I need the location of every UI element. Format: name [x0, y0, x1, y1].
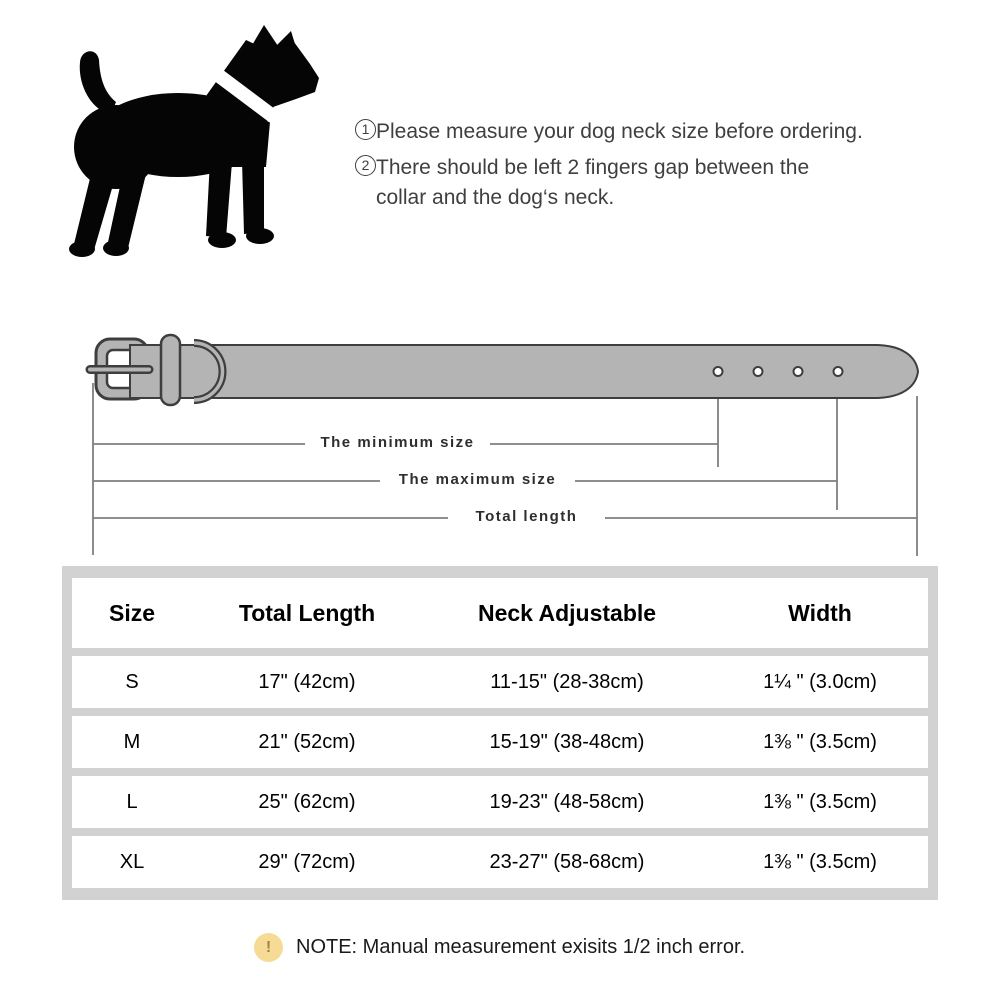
dog-front-leg-back — [206, 160, 232, 238]
collar-measurement-diagram — [60, 330, 940, 575]
header-size: Size — [108, 599, 156, 626]
strap-hole-3 — [794, 367, 803, 376]
header-width: Width — [788, 599, 852, 626]
instruction-text-1: Please measure your dog neck size before ordering. — [376, 120, 863, 143]
table-row-xl — [72, 836, 928, 888]
dog-rear-paw-back — [69, 241, 95, 257]
header-neck-adjustable: Neck Adjustable — [477, 599, 657, 626]
size-cell: S — [125, 670, 139, 693]
instruction-text-2 — [376, 153, 809, 213]
total-length-cell: 17" (42cm) — [258, 670, 356, 693]
dog-body-shapes — [69, 25, 319, 257]
total-length-cell: 25" (62cm) — [258, 790, 356, 813]
dog-front-paw-front — [246, 228, 274, 244]
table-header-row — [72, 578, 928, 648]
total-length-label: Total length — [448, 508, 605, 525]
dog-silhouette-illustration — [68, 22, 330, 267]
strap-hole-1 — [714, 367, 723, 376]
neck-adjustable-cell: 23-27" (58-68cm) — [489, 850, 645, 873]
minimum-size-label: The minimum size — [305, 434, 490, 451]
keeper-loop — [161, 335, 180, 405]
dog-rear-paw-front — [103, 240, 129, 256]
table-row-l — [72, 776, 928, 828]
measure-line-maximum — [93, 398, 837, 510]
exclamation-icon: ! — [254, 933, 283, 962]
strap-hole-2 — [754, 367, 763, 376]
measurement-lines — [93, 383, 917, 556]
measure-line-minimum — [93, 398, 718, 467]
width-cell: 1¼ " (3.0cm) — [763, 670, 877, 693]
width-cell: 1⅜ " (3.5cm) — [763, 850, 877, 873]
width-cell: 1⅜ " (3.5cm) — [763, 730, 877, 753]
maximum-size-label: The maximum size — [380, 471, 575, 488]
instruction-text-2-line1: There should be left 2 fingers gap between the — [376, 156, 810, 179]
measurement-note — [254, 933, 745, 962]
total-length-cell: 21" (52cm) — [258, 730, 356, 753]
dog-front-paw-back — [208, 232, 236, 248]
instruction-text-2-line2: collar and the dog‘s neck. — [376, 186, 615, 209]
neck-adjustable-cell: 15-19" (38-48cm) — [489, 730, 645, 753]
width-cell: 1⅜ " (3.5cm) — [763, 790, 877, 813]
size-cell: M — [123, 730, 141, 753]
strap-hole-4 — [834, 367, 843, 376]
instruction-item-1 — [355, 117, 863, 147]
circled-number-2-icon: 2 — [355, 155, 376, 176]
size-table — [62, 566, 938, 900]
table-row-m — [72, 716, 928, 768]
size-cell: XL — [119, 850, 145, 873]
total-length-cell: 29" (72cm) — [258, 850, 356, 873]
note-text: NOTE: Manual measurement exisits 1/2 inch error. — [296, 936, 746, 958]
table-row-s — [72, 656, 928, 708]
dog-ear-left — [248, 25, 280, 52]
circled-number-1-icon: 1 — [355, 119, 376, 140]
size-cell: L — [126, 790, 138, 813]
header-total-length: Total Length — [238, 599, 376, 626]
neck-adjustable-cell: 11-15" (28-38cm) — [490, 670, 644, 693]
instruction-item-2 — [355, 153, 809, 213]
dog-front-leg-front — [242, 160, 264, 234]
neck-adjustable-cell: 19-23" (48-58cm) — [489, 790, 645, 813]
